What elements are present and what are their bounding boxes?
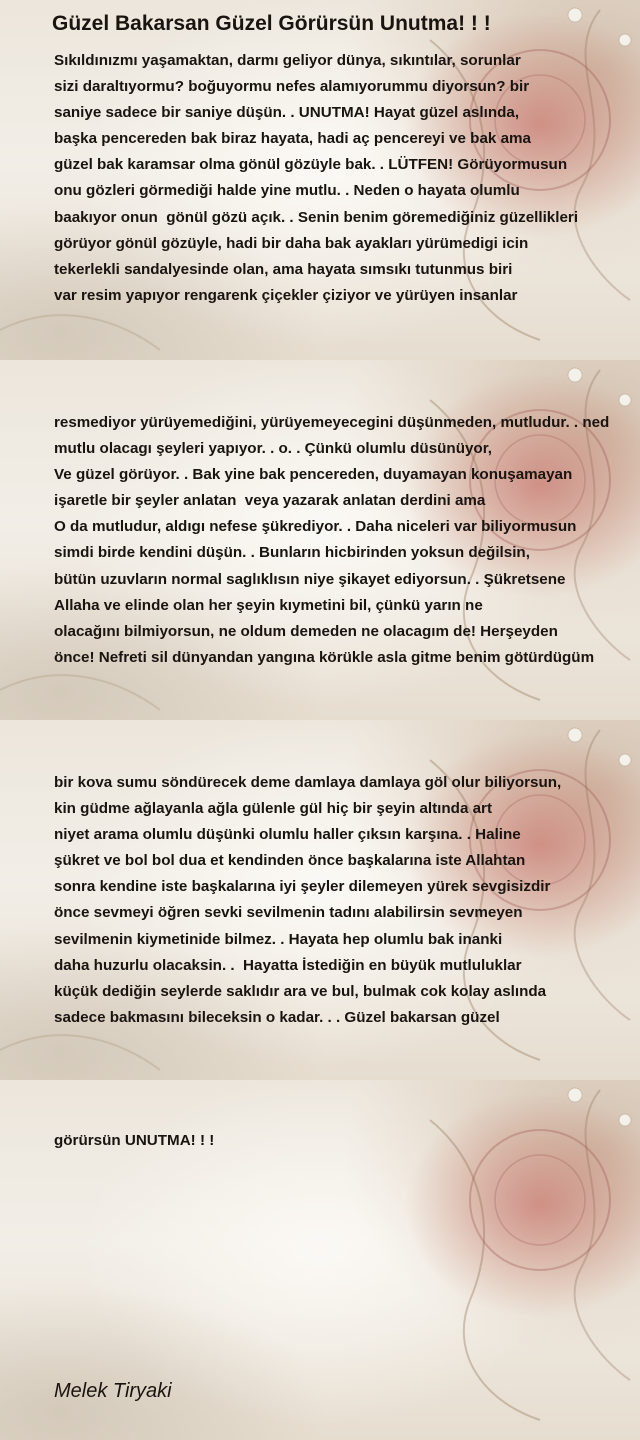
poem-stanza-2: resmediyor yürüyemediğini, yürüyemeyecegini düşünmeden, mutludur. . ned mutlu olacagı şeyleri yapıyor. . o. . Çünkü olumlu düsünüyor, Ve güzel görüyor. . Bak yine bak pencereden, duyamayan konuşamayan işaretle bir şeyler anlatan veya yazarak anlatan derdini ama O da mutludur, aldıgı nefese şükrediyor. . Daha niceleri var biliyormusun simdi birde kendini düşün. . Bunların hicbirinden yoksun değilsin, bütün uzuvların normal saglıklısın niye şikayet ediyorsun. . Şükretsene Allaha ve elinde olan her şeyin kıymetini bil, çünkü yarın ne olacağını bilmiyorsun, ne oldum demeden ne olacagım de! Herşeyden önce! Nefreti sil dünyandan yangına körükle asla gitme benim götürdügüm	[54, 414, 610, 666]
poem-panel-3	[0, 720, 640, 1080]
poem-author: Melek Tiryaki	[54, 1380, 172, 1402]
poem-panel-2	[0, 360, 640, 720]
poem-title: Güzel Bakarsan Güzel Görürsün Unutma! ! !	[52, 12, 491, 35]
poem-panel-1	[0, 0, 640, 360]
poem-stanza-1: Sıkıldınızmı yaşamaktan, darmı geliyor dünya, sıkıntılar, sorunlar sizi daraltıyormu? boğuyormu nefes alamıyorummu diyorsun? bir saniye sadece bir saniye düşün. . UNUTMA! Hayat güzel aslında, başka pencereden bak biraz hayata, hadi aç pencereyi ve bak ama güzel bak karamsar olma gönül gözüyle bak. . LÜTFEN! Görüyormusun onu gözleri görmediği halde yine mutlu. . Neden o hayata olumlu baakıyor onun gönül gözü açık. . Senin benim göremediğiniz güzellikleri görüyor gönül gözüyle, hadi bir daha bak ayakları yürümedigi icin tekerlekli sandalyesinde olan, ama hayata sımsıkı tutunmus biri var resim yapıyor rengarenk çiçekler çiziyor ve yürüyen insanlar	[54, 52, 579, 304]
poem-stanza-4: görürsün UNUTMA! ! !	[54, 1132, 215, 1149]
poem-panel-4	[0, 1080, 640, 1440]
poem-stanza-3: bir kova sumu söndürecek deme damlaya damlaya göl olur biliyorsun, kin güdme ağlayanla ağla gülenle gül hiç bir şeyin altında art niyet arama olumlu düşünki olumlu haller çıksın karşına. . Haline şükret ve bol bol dua et kendinden önce başkalarına iste Allahtan sonra kendine iste başkalarına iyi şeyler dilemeyen yürek sevgisizdir önce sevmeyi öğren sevki sevilmenin tadını alabilirsin sevmeyen sevilmenin kiymetinide bilmez. . Hayata hep olumlu bak inanki daha huzurlu olacaksin. . Hayatta İstediğin en büyük mutluluklar küçük dediğin seylerde saklıdır ara ve bul, bulmak cok kolay aslında sadece bakmasını bileceksin o kadar. . . Güzel bakarsan güzel	[54, 774, 562, 1026]
